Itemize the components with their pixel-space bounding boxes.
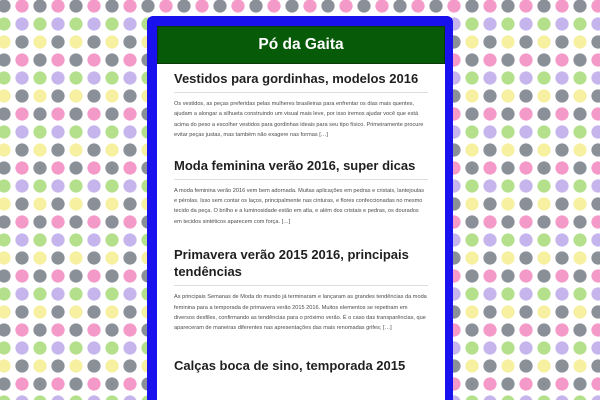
post-item xyxy=(174,70,428,141)
post-list xyxy=(157,64,445,374)
divider xyxy=(174,179,428,180)
page-container xyxy=(157,26,445,400)
post-excerpt: Os vestidos, as peças preferidas pelas mulheres brasileiras para enfrentar os dias mais quentes, ajudam a alongar a silhueta construindo um visual mais leve, por isso iremos ajudar você que está acima do peso a escolher vestidos para gordinhas ideais para seu tipo físico. Primeiramente procure evitar peças justas, mas também não exagere nas formas […] xyxy=(174,101,424,139)
divider xyxy=(174,92,428,93)
post-title-link[interactable]: Vestidos para gordinhas, modelos 2016 xyxy=(174,71,419,86)
site-title-link[interactable]: Pó da Gaita xyxy=(258,36,344,53)
site-header xyxy=(157,26,445,64)
site-frame xyxy=(147,16,453,400)
post-item xyxy=(174,357,428,374)
post-title-link[interactable]: Calças boca de sino, temporada 2015 xyxy=(174,357,406,373)
post-item xyxy=(174,157,428,228)
post-excerpt: A moda feminina verão 2016 vem bem adornada. Muitas aplicações em pedras e cristais, lantejoulas e pérolas. Isso sem contar os laços, principalmente nas cinturas, e flores confeccionadas no mesmo tecido da peça. O brilho e a luminosidade estão em alta, e além dos cristais e pedras, os dourados em tecidos sintéticos aparecem com força. […] xyxy=(174,187,424,225)
post-title-link[interactable]: Moda feminina verão 2016, super dicas xyxy=(174,157,416,173)
divider xyxy=(174,285,428,286)
post-item xyxy=(174,246,428,334)
post-title-link[interactable]: Primavera verão 2015 2016, principais tendências xyxy=(174,247,409,280)
post-excerpt: As principais Semanas de Moda do mundo já terminaram e lançaram as grandes tendências da moda feminina para a temporada de primavera verão 2015 2016. Muitos elementos se repetiram em diversos desfiles, confirmando as tendências para o próximo verão. É o caso das transparências, que apareceram de maneiras diferentes nas apresentações das mais renomadas grifes; […] xyxy=(174,294,427,332)
